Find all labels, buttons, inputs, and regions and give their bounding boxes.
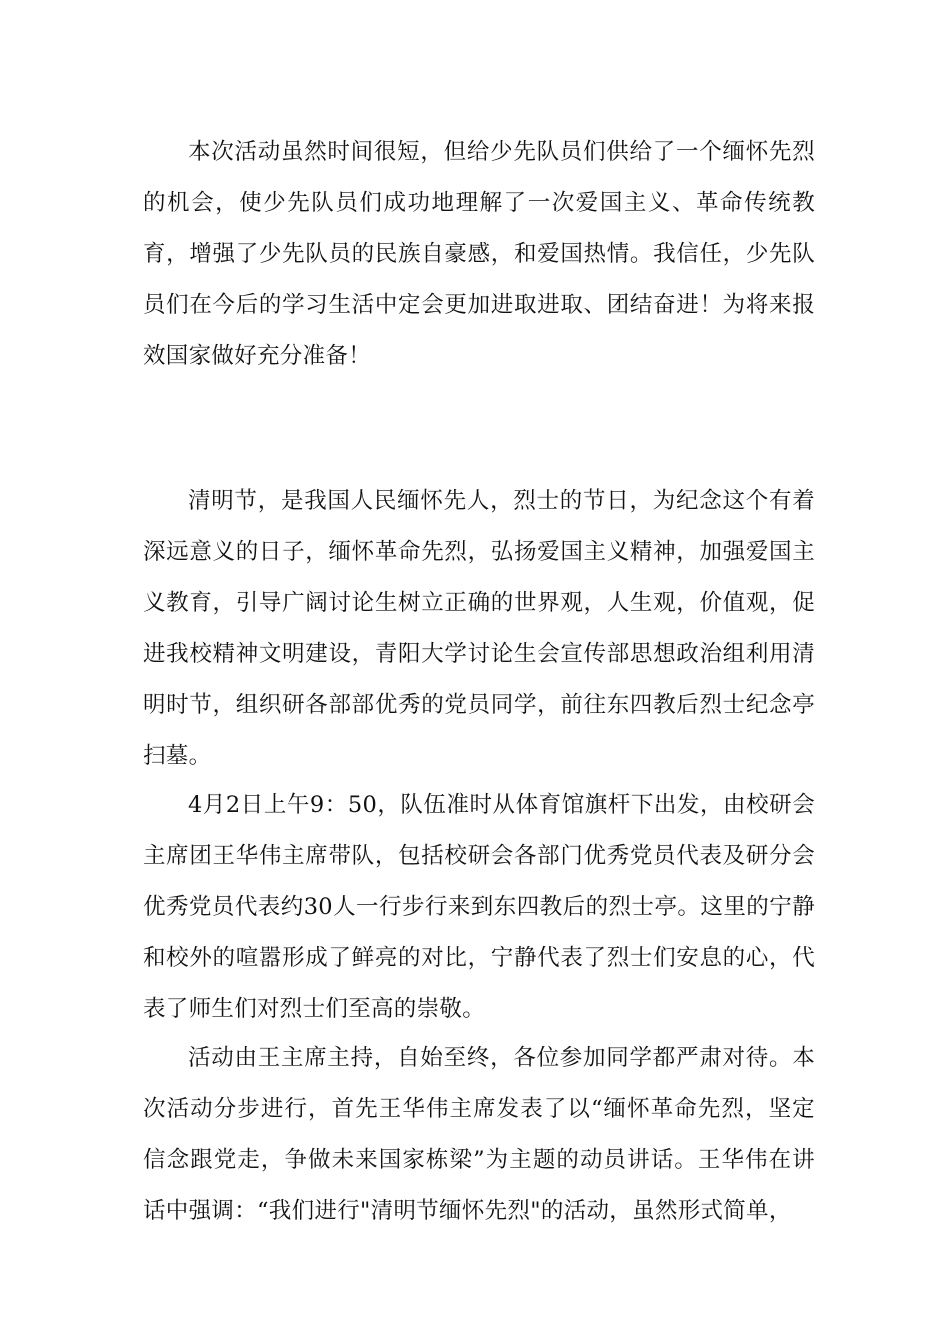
paragraph-departure: 4月2日上午9：50，队伍准时从体育馆旗杆下出发，由校研会主席团王华伟主席带队，包括校研会各部门优秀党员代表及研分会优秀党员代表约30人一行步行来到东四教后的烈士亭。这里的宁静和校外的喧嚣形成了鲜亮的对比，宁静代表了烈士们安息的心，代表了师生们对烈士们至高的崇敬。 <box>143 792 815 1022</box>
paragraph-qingming-intro: 清明节，是我国人民缅怀先人，烈士的节日，为纪念这个有着深远意义的日子，缅怀革命先烈，弘扬爱国主义精神，加强爱国主义教育，引导广阔讨论生树立正确的世界观，人生观，价值观，促进我校精神文明建设，青阳大学讨论生会宣传部思想政治组利用清明时节，组织研各部部优秀的党员同学，前往东四教后烈士纪念亭扫墓。 <box>143 488 815 769</box>
paragraph-activity-summary: 本次活动虽然时间很短，但给少先队员们供给了一个缅怀先烈的机会，使少先队员们成功地理解了一次爱国主义、革命传统教育，增强了少先队员的民族自豪感，和爱国热情。我信任，少先队员们在今后的学习生活中定会更加进取进取、团结奋进！为将来报效国家做好充分准备！ <box>143 139 815 369</box>
paragraph-ceremony: 活动由王主席主持，自始至终，各位参加同学都严肃对待。本次活动分步进行，首先王华伟主席发表了以“缅怀革命先烈，坚定信念跟党走，争做未来国家栋梁”为主题的动员讲话。王华伟在讲话中强调：“我们进行"清明节缅怀先烈"的活动，虽然形式简单， <box>143 1045 815 1224</box>
